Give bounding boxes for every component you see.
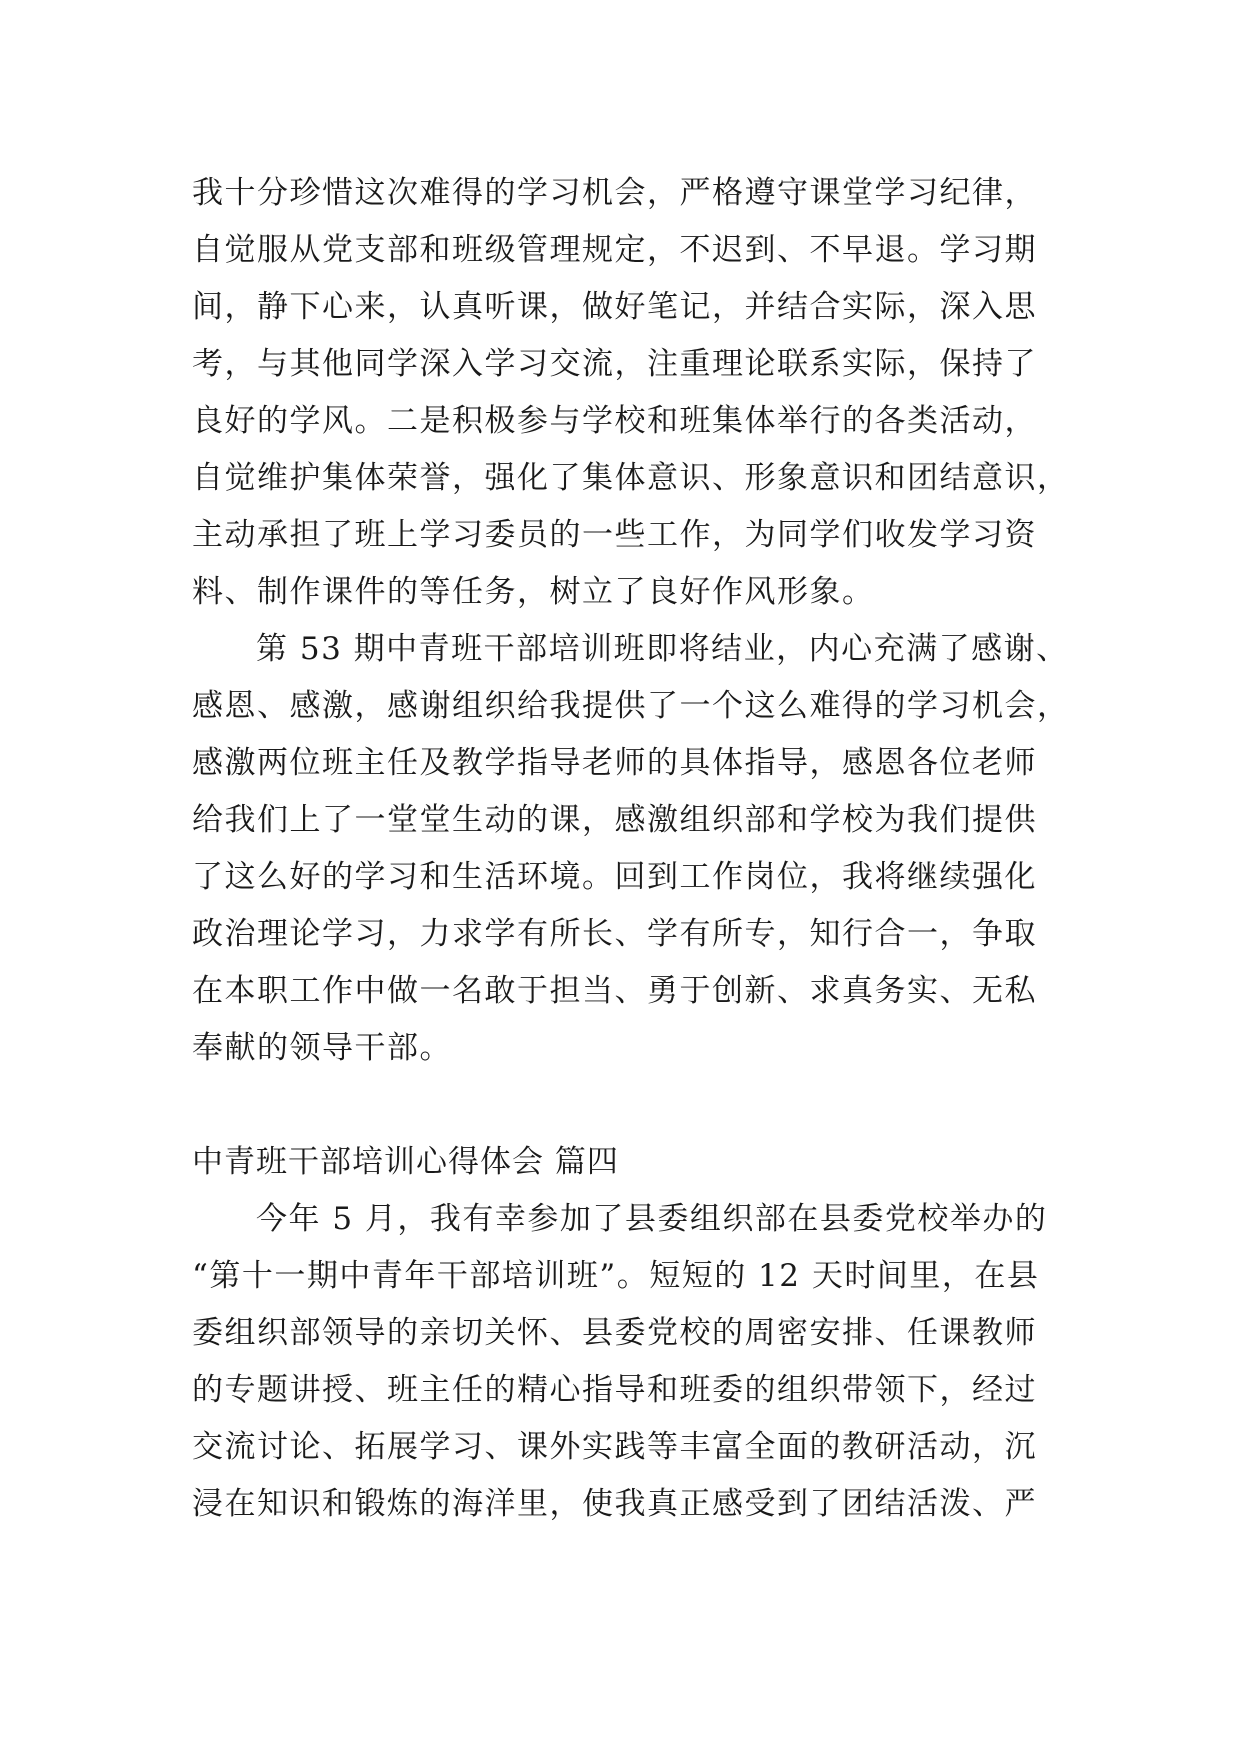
- text-line: 良好的学风。二是积极参与学校和班集体举行的各类活动，: [192, 403, 1037, 439]
- text-line: 料、制作课件的等任务，树立了良好作风形象。: [192, 574, 875, 610]
- text-line: 我十分珍惜这次难得的学习机会，严格遵守课堂学习纪律，: [192, 175, 1037, 211]
- paragraph-1: [192, 165, 1070, 621]
- text-line: 主动承担了班上学习委员的一些工作，为同学们收发学习资: [192, 517, 1037, 553]
- text-line: 政治理论学习，力求学有所长、学有所专，知行合一，争取: [192, 916, 1037, 952]
- text-line: 第 53 期中青班干部培训班即将结业，内心充满了感谢、: [256, 631, 1069, 667]
- text-line: 交流讨论、拓展学习、课外实践等丰富全面的教研活动，沉: [192, 1429, 1037, 1465]
- text-line: 感恩、感激，感谢组织给我提供了一个这么难得的学习机会，: [192, 688, 1070, 724]
- text-line: 给我们上了一堂堂生动的课，感激组织部和学校为我们提供: [192, 802, 1037, 838]
- blank-line: [192, 1077, 1052, 1134]
- text-line: 浸在知识和锻炼的海洋里，使我真正感受到了团结活泼、严: [192, 1486, 1037, 1522]
- text-line: 委组织部领导的亲切关怀、县委党校的周密安排、任课教师: [192, 1315, 1037, 1351]
- text-line: 的专题讲授、班主任的精心指导和班委的组织带领下，经过: [192, 1372, 1037, 1408]
- text-line: 感激两位班主任及教学指导老师的具体指导，感恩各位老师: [192, 745, 1037, 781]
- text-line: 间，静下心来，认真听课，做好笔记，并结合实际，深入思: [192, 289, 1037, 325]
- section-heading: 中青班干部培训心得体会 篇四: [192, 1144, 619, 1180]
- text-line: 了这么好的学习和生活环境。回到工作岗位，我将继续强化: [192, 859, 1037, 895]
- paragraph-2: [192, 621, 1070, 1077]
- paragraph-3: [192, 1191, 1052, 1533]
- text-line: “第十一期中青年干部培训班”。短短的 12 天时间里，在县: [192, 1258, 1040, 1294]
- text-line: 自觉维护集体荣誉，强化了集体意识、形象意识和团结意识，: [192, 460, 1070, 496]
- document-body: [192, 165, 1070, 1533]
- text-line: 奉献的领导干部。: [192, 1030, 452, 1066]
- text-line: 自觉服从党支部和班级管理规定，不迟到、不早退。学习期: [192, 232, 1037, 268]
- text-line: 今年 5 月，我有幸参加了县委组织部在县委党校举办的: [256, 1201, 1048, 1237]
- text-line: 考，与其他同学深入学习交流，注重理论联系实际，保持了: [192, 346, 1037, 382]
- text-line: 在本职工作中做一名敢于担当、勇于创新、求真务实、无私: [192, 973, 1037, 1009]
